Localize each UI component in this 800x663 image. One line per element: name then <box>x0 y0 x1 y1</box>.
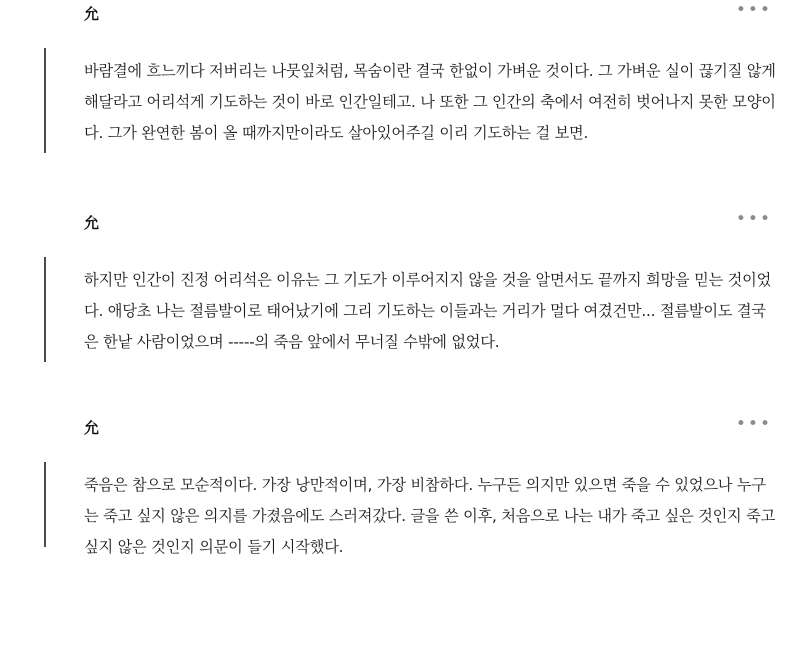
entry-3 <box>0 414 800 567</box>
entry-1-header <box>44 0 780 34</box>
more-options-icon[interactable]: ••• <box>735 209 772 229</box>
entry-2-body <box>44 243 780 362</box>
entry-1-body <box>44 34 780 153</box>
entry-3-body <box>44 448 780 567</box>
more-options-icon[interactable]: ••• <box>735 414 772 434</box>
more-options-icon[interactable]: ••• <box>735 0 772 20</box>
quote-bar <box>44 462 46 547</box>
entry-2-author: 允 <box>84 214 100 232</box>
entry-1-author: 允 <box>84 5 100 23</box>
entry-2 <box>0 209 800 362</box>
entry-1 <box>0 0 800 153</box>
entry-3-author: 允 <box>84 419 100 437</box>
entry-1-text: 바람결에 흐느끼다 저버리는 나뭇잎처럼, 목숨이란 결국 한없이 가벼운 것이다. 그 가벼운 실이 끊기질 않게 해달라고 어리석게 기도하는 것이 바로 인간일테고. 나 또한 그 인간의 축에서 여전히 벗어나지 못한 모양이다. 그가 완연한 봄이 올 때까지만이라도 살아있어주길 이리 기도하는 걸 보면. <box>84 62 776 142</box>
entry-3-header <box>44 414 780 448</box>
entry-2-text: 하지만 인간이 진정 어리석은 이유는 그 기도가 이루어지지 않을 것을 알면서도 끝까지 희망을 믿는 것이었다. 애당초 나는 절름발이로 태어났기에 그리 기도하는 이들과는 거리가 멀다 여겼건만... 절름발이도 결국은 한낱 사람이었으며 -----의 죽음 앞에서 무너질 수밖에 없었다. <box>84 271 772 351</box>
quote-bar <box>44 257 46 362</box>
entry-2-header <box>44 209 780 243</box>
quote-bar <box>44 48 46 153</box>
entry-3-text: 죽음은 참으로 모순적이다. 가장 낭만적이며, 가장 비참하다. 누구든 의지만 있으면 죽을 수 있었으나 누구는 죽고 싶지 않은 의지를 가졌음에도 스러져갔다. 글을 쓴 이후, 처음으로 나는 내가 죽고 싶은 것인지 죽고 싶지 않은 것인지 의문이 들기 시작했다. <box>84 476 776 556</box>
